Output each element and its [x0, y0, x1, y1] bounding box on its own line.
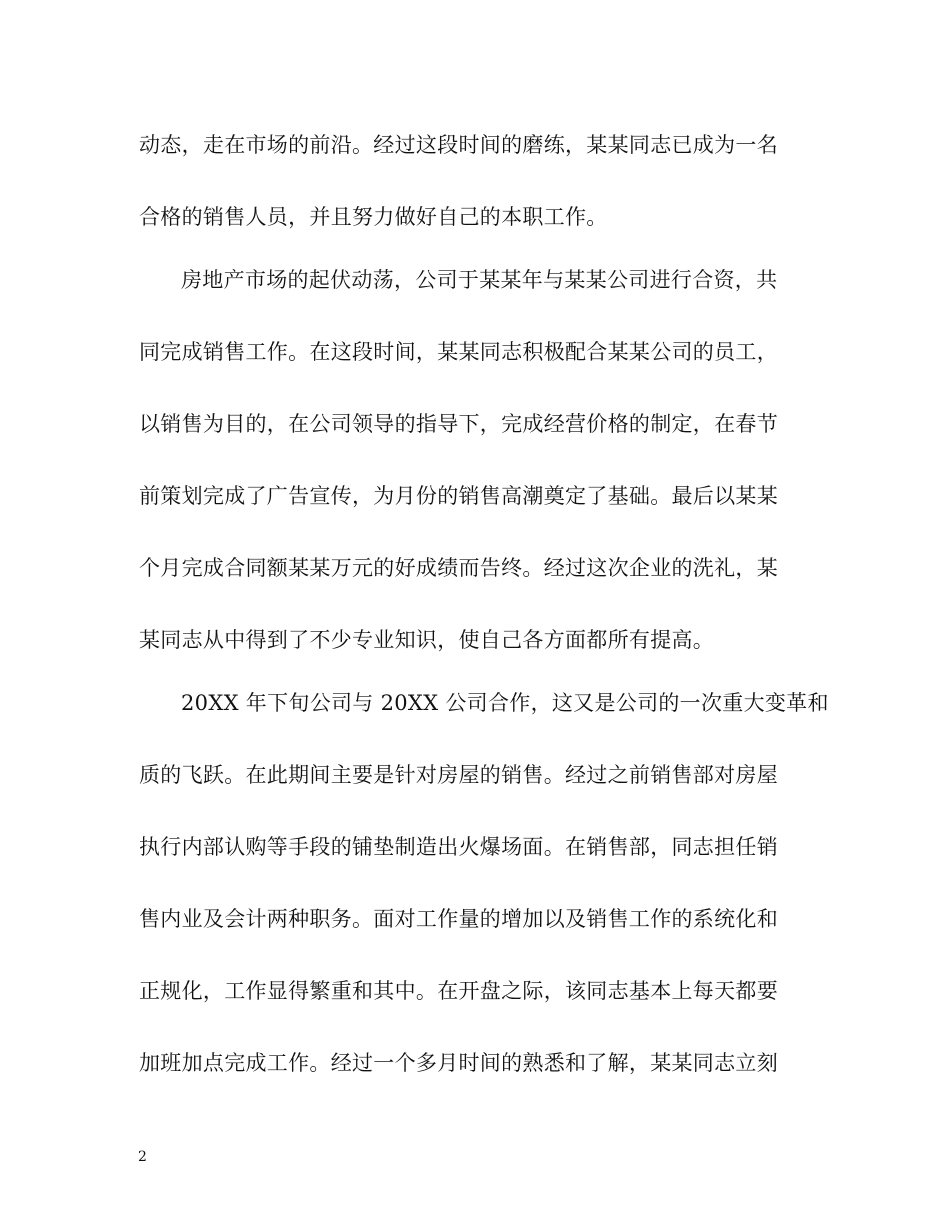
page-number: 2	[138, 1149, 147, 1165]
text-line: 加班加点完成工作。经过一个多月时间的熟悉和了解，某某同志立刻	[139, 1051, 778, 1075]
paragraph-start-line: 20XX 年下旬公司与 20XX 公司合作，这又是公司的一次重大变革和	[181, 691, 829, 715]
paragraph-start-line: 房地产市场的起伏动荡，公司于某某年与某某公司进行合资，共	[181, 268, 778, 292]
text-line: 前策划完成了广告宣传，为月份的销售高潮奠定了基础。最后以某某	[139, 484, 778, 508]
text-line: 质的飞跃。在此期间主要是针对房屋的销售。经过之前销售部对房屋	[139, 763, 778, 787]
text-line: 动态，走在市场的前沿。经过这段时间的磨练，某某同志已成为一名	[139, 133, 778, 157]
text-line: 合格的销售人员，并且努力做好自己的本职工作。	[139, 205, 608, 229]
text-line: 某同志从中得到了不少专业知识，使自己各方面都所有提高。	[139, 628, 715, 652]
text-line: 以销售为目的，在公司领导的指导下，完成经营价格的制定，在春节	[139, 412, 778, 436]
text-line: 售内业及会计两种职务。面对工作量的增加以及销售工作的系统化和	[139, 907, 778, 931]
text-line: 个月完成合同额某某万元的好成绩而告终。经过这次企业的洗礼，某	[139, 556, 778, 580]
text-line: 执行内部认购等手段的铺垫制造出火爆场面。在销售部，同志担任销	[139, 835, 778, 859]
text-line: 同完成销售工作。在这段时间，某某同志积极配合某某公司的员工，	[139, 340, 778, 364]
text-line: 正规化，工作显得繁重和其中。在开盘之际，该同志基本上每天都要	[139, 979, 778, 1003]
